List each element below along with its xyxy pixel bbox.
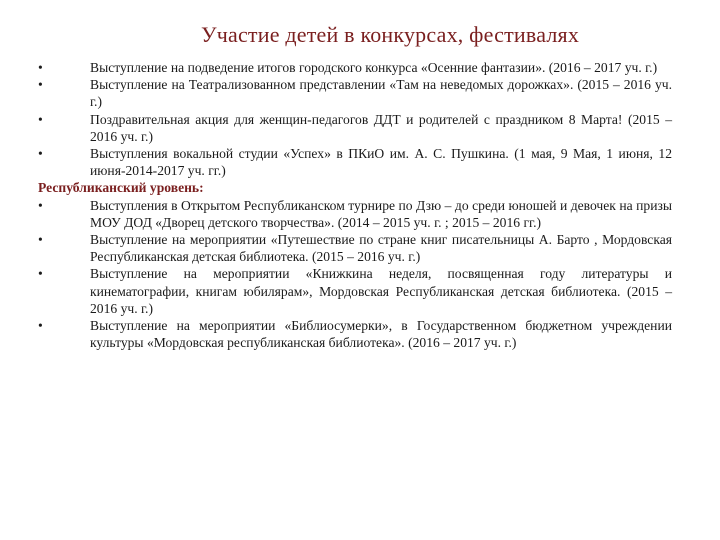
document-body	[38, 59, 672, 351]
bullet: •	[38, 232, 43, 248]
list-item	[38, 317, 672, 351]
bullet: •	[38, 318, 43, 334]
list-item	[38, 231, 672, 265]
bullet: •	[38, 146, 43, 162]
list-item	[38, 76, 672, 110]
section-heading-republic: Республиканский уровень:	[38, 180, 204, 196]
list-item	[38, 111, 672, 145]
list-item-text: Поздравительная акция для женщин-педагогов ДДТ и родителей с праздником 8 Марта! (2015 – 2016 уч. г.)	[90, 111, 672, 144]
list-item-text: Выступление на Театрализованном представлении «Там на неведомых дорожках». (2015 – 2016 уч. г.)	[90, 77, 672, 110]
list-item	[38, 145, 672, 179]
bullet: •	[38, 60, 43, 75]
list-item	[38, 197, 672, 231]
list-item-text: Выступление на мероприятии «Книжкина неделя, посвященная году литературы и кинематографии, книгам юбилярам», Мордовская Республиканская детская библиотека. (2015 – 2016 уч. г.)	[90, 266, 672, 316]
page-title: Участие детей в конкурсах, фестивалях	[200, 22, 580, 47]
list-item-text: Выступление на подведение итогов городского конкурса «Осенние фантазии». (2016 – 2017 уч. г.)	[90, 60, 658, 75]
bullet: •	[38, 111, 43, 127]
list-item	[38, 59, 672, 76]
bullet: •	[38, 197, 43, 213]
list-item-text: Выступление на мероприятии «Библиосумерки», в Государственном бюджетном учреждении культуры «Мордовская республиканская библиотека». (2016 – 2017 уч. г.)	[90, 318, 672, 351]
list-item-text: Выступления в Открытом Республиканском турнире по Дзю – до среди юношей и девочек на призы МОУ ДОД «Дворец детского творчества». (2014 – 2015 уч. г. ; 2015 – 2016 гг.)	[90, 197, 672, 230]
bullet: •	[38, 266, 43, 282]
list-item-text: Выступления вокальной студии «Успех» в ПКиО им. А. С. Пушкина. (1 мая, 9 Мая, 1 июня, 12 июня-2014-2017 уч. гг.)	[90, 146, 672, 179]
list-item	[38, 265, 672, 317]
bullet: •	[38, 77, 43, 93]
list-item-text: Выступление на мероприятии «Путешествие по стране книг писательницы А. Барто , Мордовская Республиканская детская библиотека. (2015 – 2016 уч. г.)	[90, 232, 672, 265]
